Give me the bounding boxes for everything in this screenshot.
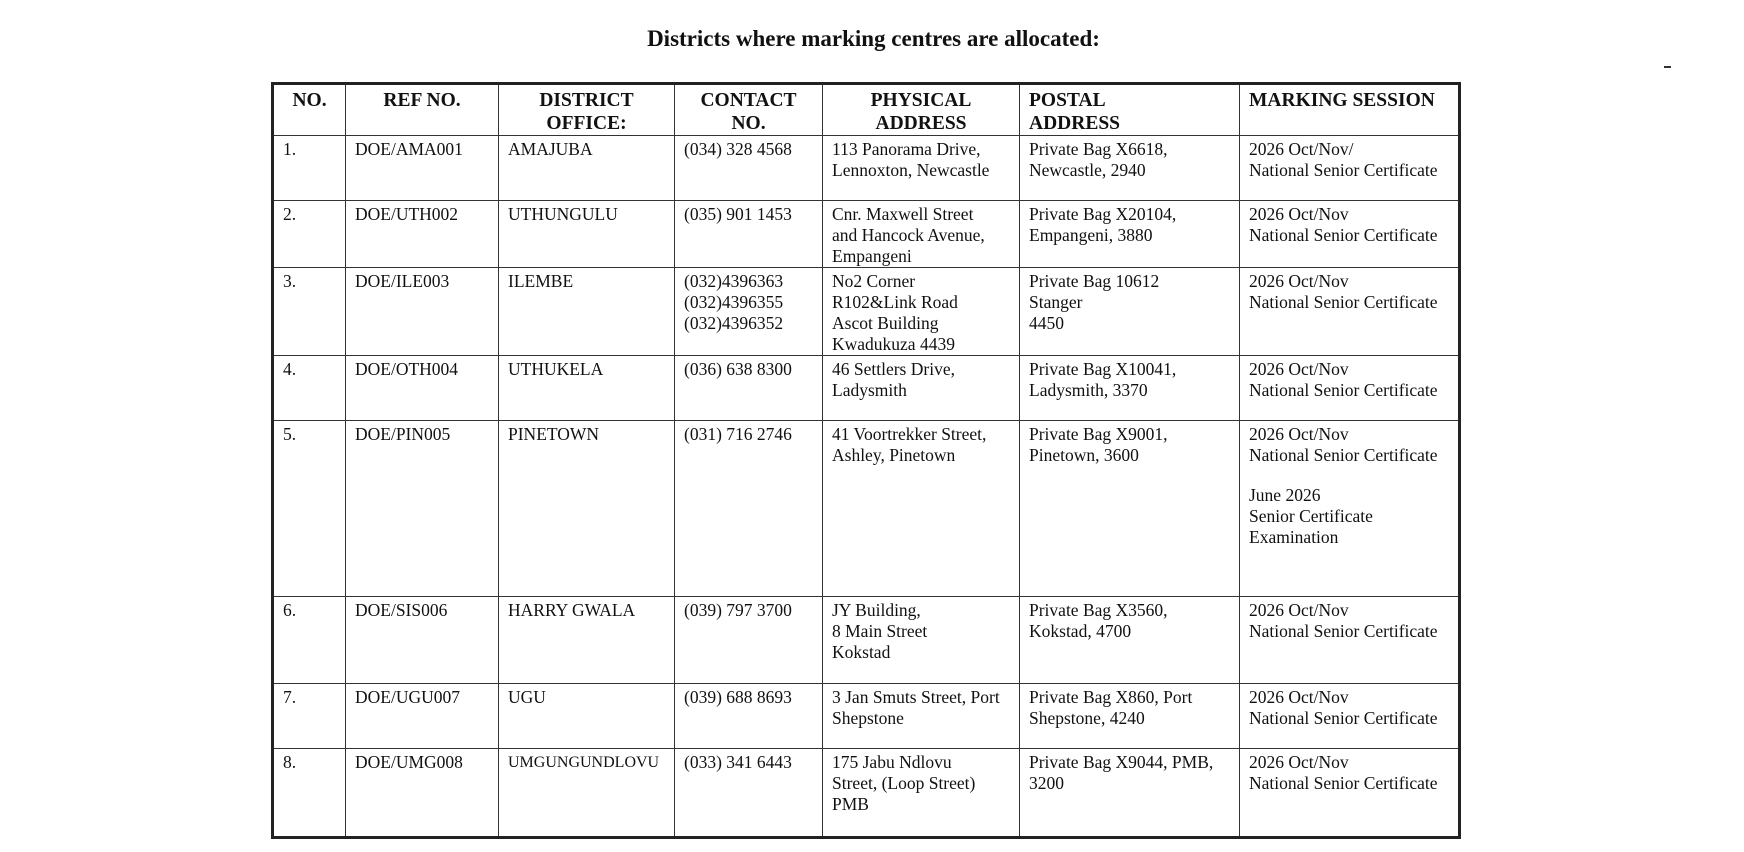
- cell-no: 6.: [273, 597, 346, 684]
- cell-district-office: UTHUKELA: [499, 356, 675, 421]
- cell-postal-address-line: Shepstone, 4240: [1029, 708, 1145, 728]
- cell-marking-session-line: National Senior Certificate: [1249, 708, 1438, 728]
- header-district-office: DISTRICT OFFICE:: [499, 84, 675, 136]
- cell-contact-no: [675, 201, 823, 268]
- districts-table: [271, 82, 1461, 839]
- cell-postal-address-line: Private Bag X10041,: [1029, 359, 1177, 379]
- table-row: [273, 749, 1460, 838]
- cell-physical-address-line: 46 Settlers Drive,: [832, 359, 955, 379]
- cell-marking-session-line: 2026 Oct/Nov: [1249, 424, 1349, 444]
- header-no: NO.: [273, 84, 346, 136]
- cell-contact-no-line: (035) 901 1453: [684, 204, 792, 224]
- cell-physical-address-line: Ashley, Pinetown: [832, 445, 956, 465]
- cell-physical-address-line: Lennoxton, Newcastle: [832, 160, 990, 180]
- cell-postal-address-line: 3200: [1029, 773, 1064, 793]
- cell-physical-address-line: 8 Main Street: [832, 621, 928, 641]
- cell-marking-session: [1240, 597, 1460, 684]
- cell-postal-address-line: Stanger: [1029, 292, 1083, 312]
- cell-marking-session-line: National Senior Certificate: [1249, 160, 1438, 180]
- cell-physical-address-line: PMB: [832, 794, 869, 814]
- cell-physical-address: [823, 268, 1020, 356]
- cell-contact-no: [675, 268, 823, 356]
- cell-marking-session-line: 2026 Oct/Nov: [1249, 359, 1349, 379]
- cell-ref-no: DOE/ILE003: [346, 268, 499, 356]
- cell-marking-session: [1240, 268, 1460, 356]
- cell-contact-no-line: (032)4396363: [684, 271, 784, 291]
- cell-postal-address: [1020, 421, 1240, 597]
- cell-postal-address-line: Private Bag X9001,: [1029, 424, 1168, 444]
- cell-postal-address: [1020, 136, 1240, 201]
- table-row: [273, 268, 1460, 356]
- cell-marking-session-line: 2026 Oct/Nov: [1249, 271, 1349, 291]
- cell-postal-address: [1020, 684, 1240, 749]
- cell-physical-address-line: JY Building,: [832, 600, 921, 620]
- cell-ref-no: DOE/PIN005: [346, 421, 499, 597]
- cell-postal-address-line: Newcastle, 2940: [1029, 160, 1146, 180]
- cell-physical-address-line: Cnr. Maxwell Street: [832, 204, 974, 224]
- cell-contact-no-line: (036) 638 8300: [684, 359, 792, 379]
- cell-physical-address-line: Empangeni: [832, 246, 912, 266]
- cell-contact-no: [675, 136, 823, 201]
- cell-postal-address-line: Kokstad, 4700: [1029, 621, 1132, 641]
- cell-no: 2.: [273, 201, 346, 268]
- cell-ref-no: DOE/UGU007: [346, 684, 499, 749]
- cell-physical-address-line: Street, (Loop Street): [832, 773, 976, 793]
- cell-district-office: AMAJUBA: [499, 136, 675, 201]
- cell-postal-address-line: Private Bag X3560,: [1029, 600, 1168, 620]
- cell-physical-address-line: 3 Jan Smuts Street, Port: [832, 687, 1000, 707]
- header-physical-address: PHYSICAL ADDRESS: [823, 84, 1020, 136]
- table-row: [273, 136, 1460, 201]
- cell-marking-session-line: National Senior Certificate: [1249, 380, 1438, 400]
- cell-physical-address-line: Ascot Building: [832, 313, 939, 333]
- table-row: [273, 597, 1460, 684]
- cell-contact-no-line: (031) 716 2746: [684, 424, 792, 444]
- cell-postal-address-line: Private Bag X9044, PMB,: [1029, 752, 1214, 772]
- scan-mark: [1664, 66, 1671, 68]
- cell-physical-address-line: No2 Corner: [832, 271, 916, 291]
- cell-marking-session-line: National Senior Certificate: [1249, 773, 1438, 793]
- cell-physical-address: [823, 421, 1020, 597]
- cell-postal-address-line: Pinetown, 3600: [1029, 445, 1139, 465]
- cell-contact-no-line: (032)4396355: [684, 292, 784, 312]
- cell-contact-no: [675, 421, 823, 597]
- header-marking-session: MARKING SESSION: [1240, 84, 1460, 136]
- cell-physical-address: [823, 749, 1020, 838]
- cell-ref-no: DOE/AMA001: [346, 136, 499, 201]
- cell-contact-no-line: (034) 328 4568: [684, 139, 792, 159]
- cell-marking-session-line: Senior Certificate: [1249, 506, 1373, 526]
- cell-district-office: ILEMBE: [499, 268, 675, 356]
- cell-postal-address-line: Private Bag X860, Port: [1029, 687, 1193, 707]
- cell-ref-no: DOE/UMG008: [346, 749, 499, 838]
- cell-marking-session-line: Examination: [1249, 527, 1339, 547]
- cell-physical-address: [823, 684, 1020, 749]
- session-gap: [1249, 466, 1449, 485]
- cell-marking-session-line: 2026 Oct/Nov: [1249, 600, 1349, 620]
- cell-postal-address: [1020, 597, 1240, 684]
- cell-physical-address-line: 175 Jabu Ndlovu: [832, 752, 952, 772]
- page-title: Districts where marking centres are allocated:: [647, 26, 1100, 51]
- cell-marking-session-line: National Senior Certificate: [1249, 621, 1438, 641]
- cell-contact-no-line: (039) 797 3700: [684, 600, 792, 620]
- table-row: [273, 684, 1460, 749]
- cell-no: 5.: [273, 421, 346, 597]
- cell-postal-address: [1020, 356, 1240, 421]
- cell-district-office: UMGUNGUNDLOVU: [499, 749, 675, 838]
- cell-postal-address: [1020, 268, 1240, 356]
- cell-marking-session: [1240, 201, 1460, 268]
- cell-marking-session-line: 2026 Oct/Nov: [1249, 204, 1349, 224]
- cell-marking-session: [1240, 136, 1460, 201]
- cell-physical-address-line: Kokstad: [832, 642, 891, 662]
- cell-district-office: HARRY GWALA: [499, 597, 675, 684]
- cell-contact-no: [675, 749, 823, 838]
- cell-postal-address: [1020, 749, 1240, 838]
- cell-physical-address-line: 41 Voortrekker Street,: [832, 424, 987, 444]
- cell-no: 1.: [273, 136, 346, 201]
- cell-contact-no: [675, 684, 823, 749]
- cell-district-office: PINETOWN: [499, 421, 675, 597]
- cell-postal-address-line: Private Bag X6618,: [1029, 139, 1168, 159]
- cell-marking-session-line: June 2026: [1249, 485, 1321, 505]
- cell-physical-address: [823, 356, 1020, 421]
- cell-no: 8.: [273, 749, 346, 838]
- cell-marking-session: [1240, 684, 1460, 749]
- cell-marking-session-line: 2026 Oct/Nov/: [1249, 139, 1354, 159]
- cell-ref-no: DOE/OTH004: [346, 356, 499, 421]
- cell-no: 4.: [273, 356, 346, 421]
- cell-marking-session-line: National Senior Certificate: [1249, 445, 1438, 465]
- cell-ref-no: DOE/SIS006: [346, 597, 499, 684]
- cell-district-office: UTHUNGULU: [499, 201, 675, 268]
- cell-physical-address-line: 113 Panorama Drive,: [832, 139, 981, 159]
- table-row: [273, 201, 1460, 268]
- header-postal-address: POSTAL ADDRESS: [1020, 84, 1240, 136]
- table-body: [273, 136, 1460, 838]
- cell-contact-no-line: (033) 341 6443: [684, 752, 792, 772]
- cell-physical-address-line: Ladysmith: [832, 380, 907, 400]
- cell-postal-address-line: 4450: [1029, 313, 1064, 333]
- cell-postal-address-line: Ladysmith, 3370: [1029, 380, 1148, 400]
- cell-physical-address: [823, 597, 1020, 684]
- cell-no: 7.: [273, 684, 346, 749]
- cell-marking-session-line: National Senior Certificate: [1249, 292, 1438, 312]
- header-contact-no: CONTACT NO.: [675, 84, 823, 136]
- cell-contact-no: [675, 597, 823, 684]
- header-ref-no: REF NO.: [346, 84, 499, 136]
- cell-no: 3.: [273, 268, 346, 356]
- cell-marking-session: [1240, 749, 1460, 838]
- cell-physical-address: [823, 201, 1020, 268]
- cell-postal-address: [1020, 201, 1240, 268]
- table-row: [273, 356, 1460, 421]
- cell-marking-session-line: National Senior Certificate: [1249, 225, 1438, 245]
- cell-marking-session: [1240, 356, 1460, 421]
- cell-physical-address-line: Shepstone: [832, 708, 904, 728]
- cell-postal-address-line: Empangeni, 3880: [1029, 225, 1153, 245]
- table-row: [273, 421, 1460, 597]
- cell-contact-no-line: (039) 688 8693: [684, 687, 792, 707]
- cell-physical-address-line: and Hancock Avenue,: [832, 225, 985, 245]
- cell-physical-address: [823, 136, 1020, 201]
- cell-marking-session-line: 2026 Oct/Nov: [1249, 752, 1349, 772]
- cell-physical-address-line: R102&Link Road: [832, 292, 958, 312]
- cell-postal-address-line: Private Bag X20104,: [1029, 204, 1177, 224]
- cell-marking-session-line: 2026 Oct/Nov: [1249, 687, 1349, 707]
- cell-contact-no-line: (032)4396352: [684, 313, 784, 333]
- cell-district-office: UGU: [499, 684, 675, 749]
- cell-contact-no: [675, 356, 823, 421]
- cell-marking-session: [1240, 421, 1460, 597]
- cell-physical-address-line: Kwadukuza 4439: [832, 334, 955, 354]
- header-row: [273, 84, 1460, 136]
- cell-postal-address-line: Private Bag 10612: [1029, 271, 1160, 291]
- cell-ref-no: DOE/UTH002: [346, 201, 499, 268]
